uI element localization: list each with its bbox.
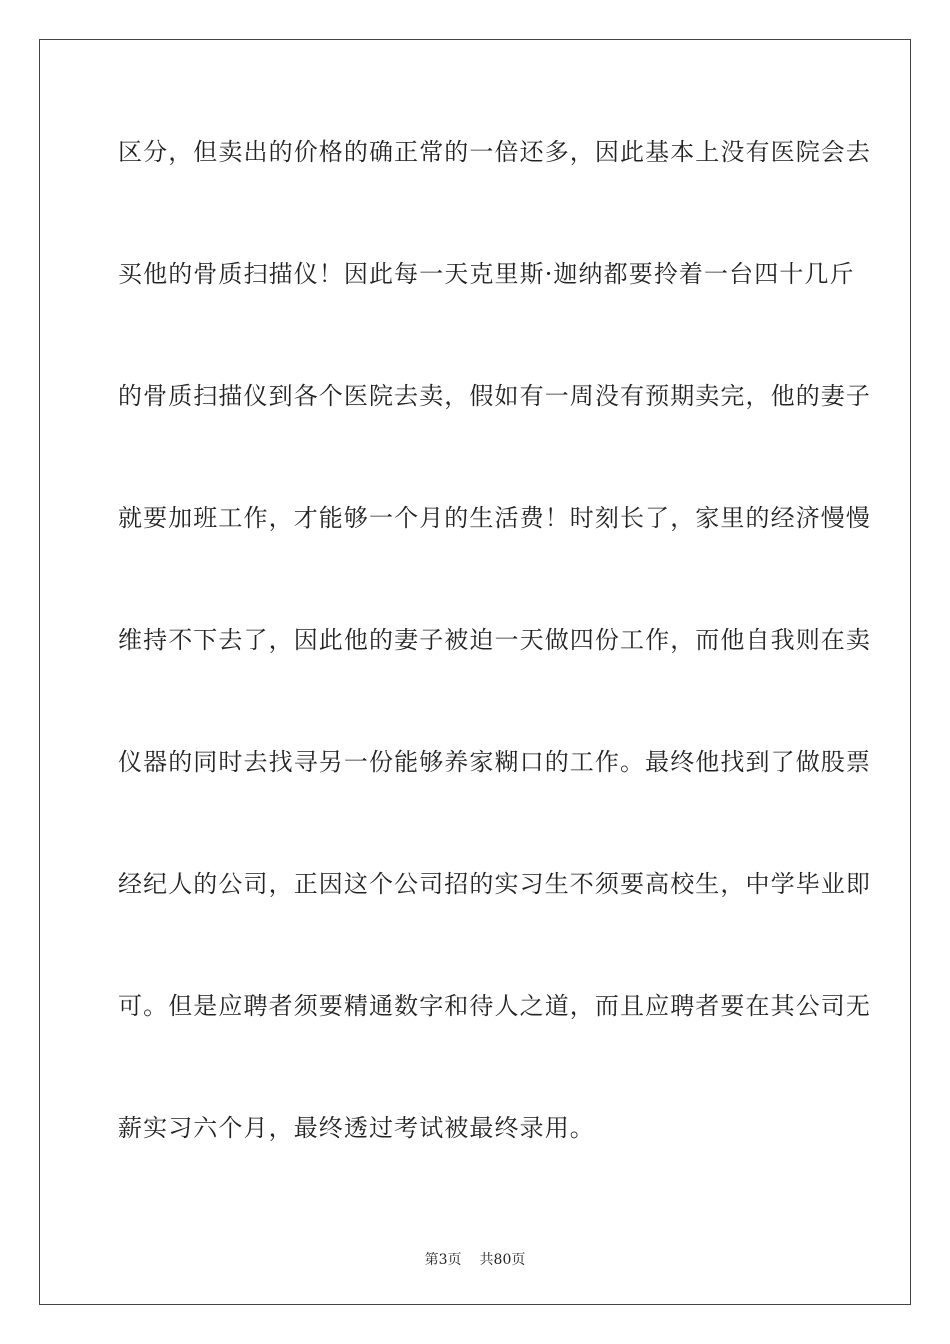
text-line-5: 维持不下去了，因此他的妻子被迫一天做四份工作，而他自我则在卖 (118, 626, 871, 654)
text-line-8: 可。但是应聘者须要精通数字和待人之道，而且应聘者要在其公司无 (118, 992, 871, 1020)
text-line-4: 就要加班工作，才能够一个月的生活费！时刻长了，家里的经济慢慢 (118, 504, 871, 532)
page-number: 第3页 (424, 1252, 462, 1268)
page-total: 共80页 (479, 1252, 526, 1268)
text-line-7: 经纪人的公司，正因这个公司招的实习生不须要高校生，中学毕业即 (118, 870, 871, 898)
text-line-3: 的骨质扫描仪到各个医院去卖，假如有一周没有预期卖完，他的妻子 (118, 382, 871, 410)
document-body (118, 128, 871, 1226)
page-footer (0, 1249, 950, 1269)
text-line-2: 买他的骨质扫描仪！因此每一天克里斯·迦纳都要拎着一台四十几斤 (118, 260, 855, 288)
text-line-1: 区分，但卖出的价格的确正常的一倍还多，因此基本上没有医院会去 (118, 138, 871, 166)
text-line-9: 薪实习六个月，最终透过考试被最终录用。 (118, 1114, 595, 1142)
text-line-6: 仪器的同时去找寻另一份能够养家糊口的工作。最终他找到了做股票 (118, 748, 871, 776)
